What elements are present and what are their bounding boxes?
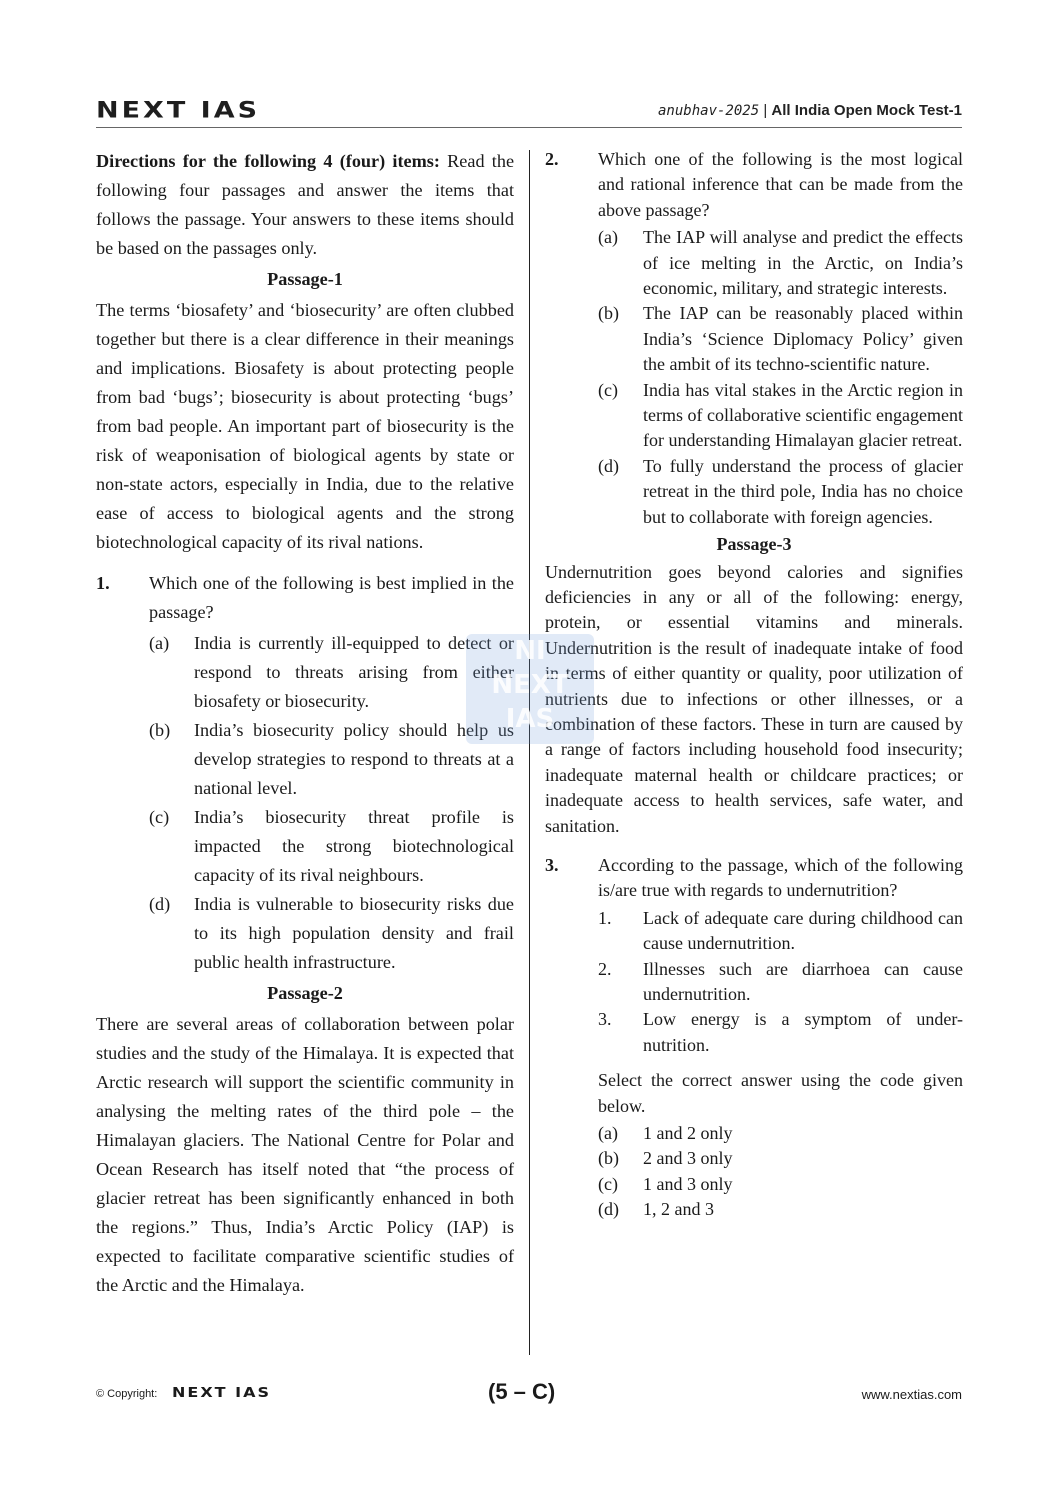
- right-column: [545, 147, 963, 1223]
- option-a[interactable]: (a) India is currently ill-equipped to detect or respond to threats arising from either biosafety or biosecurity.: [149, 633, 514, 711]
- option-b[interactable]: (b) 2 and 3 only: [598, 1148, 733, 1169]
- question-text: According to the passage, which of the following is/are true with regards to undernutrition?: [598, 854, 963, 901]
- directions: [96, 147, 514, 263]
- question-number: 2.: [545, 149, 559, 169]
- question-3: [545, 853, 963, 1223]
- directions-text: Read the following four passages and answer the items that follows the passage. Your answers to these items should be based on the passages only.: [96, 151, 515, 258]
- passage-1-text: The terms ‘biosafety’ and ‘biosecurity’ are often clubbed together but there is a clear difference in their meanings and implications. Biosafety is about protecting people from bad ‘bugs’; biosecurity is about protecting ‘bugs’ from bad people. An important part of biosecurity is the risk of weaponisation of biological agents by state or non-state actors, especially in India, due to the relative ease of access to biological agents and the strong biotechnological capacity of its rival nations.: [96, 300, 514, 552]
- option-c[interactable]: (c) India’s biosecurity threat profile is impacted the strong biotechnological capacity of its rival neighbours.: [149, 807, 514, 885]
- statement-1: 1. Lack of adequate care during childhood can cause undernutrition.: [598, 907, 963, 954]
- question-text: Which one of the following is best implied in the passage?: [149, 573, 514, 622]
- copyright-label: © Copyright:: [96, 1388, 158, 1400]
- page-number: (5 – C): [488, 1379, 556, 1404]
- option-a[interactable]: (a) 1 and 2 only: [598, 1123, 733, 1144]
- passage-3-text: Undernutrition goes beyond calories and signifies deficiencies in any or all of the following: energy, protein, or essential vitamins and minerals. Undernutrition is the result of inadequate intake of food in terms of either quantity or quality, poor utilization of nutrients due to infections or other illnesses, or a combination of these factors. These in turn are caused by a range of factors including household food insecurity; inadequate maternal health or childcare practices; or inadequate access to health services, safe water, and sanitation.: [545, 561, 963, 836]
- question-2-options: [598, 225, 963, 530]
- select-instruction: Select the correct answer using the code given below.: [598, 1070, 963, 1116]
- option-c[interactable]: (c) India has vital stakes in the Arctic region in terms of collaborative scientific engagement for understanding Himalayan glacier retreat.: [598, 379, 963, 451]
- left-column: [96, 147, 514, 1300]
- option-d[interactable]: (d) To fully understand the process of glacier retreat in the third pole, India has no choice but to collaborate with foreign agencies.: [598, 455, 963, 527]
- footer: [96, 1380, 962, 1410]
- watermark-logo: NI NEXT IAS: [466, 634, 594, 744]
- header-divider: [96, 127, 962, 128]
- question-3-statements: [598, 906, 963, 1058]
- brand-logo: NEXT IAS: [96, 98, 261, 124]
- question-text: Which one of the following is the most logical and rational inference that can be made from the above passage?: [598, 149, 963, 220]
- test-name: All India Open Mock Test-1: [771, 102, 962, 119]
- option-c[interactable]: (c) 1 and 3 only: [598, 1173, 733, 1194]
- question-1: [96, 569, 514, 977]
- passage-3-title: Passage-3: [716, 534, 792, 555]
- option-d[interactable]: (d) India is vulnerable to biosecurity risks due to its high population density and frail public health infrastructure.: [149, 894, 514, 972]
- passage-2-text: There are several areas of collaboration between polar studies and the study of the Himalaya. It is expected that Arctic research will support the scientific community in analysing the melting rates of the third pole – the Himalayan glaciers. The National Centre for Polar and Ocean Research has itself noted that “the process of glacier retreat has been significantly enhanced in both the regions.” Thus, India’s Arctic Policy (IAP) is expected to facilitate comparative scientific studies of the Arctic and the Himalaya.: [96, 1014, 514, 1295]
- question-2: [545, 147, 963, 530]
- question-number: 3.: [545, 854, 559, 875]
- question-1-options: [149, 629, 514, 977]
- passage-1-title: Passage-1: [267, 269, 343, 289]
- directions-lead: Directions for the following 4 (four) items:: [96, 151, 440, 171]
- column-divider: [529, 150, 530, 1355]
- option-b[interactable]: (b) India’s biosecurity policy should help us develop strategies to respond to threats at a national level.: [149, 720, 514, 798]
- footer-logo: NEXT IAS: [172, 1384, 271, 1401]
- series-name: anubhav-2025: [658, 103, 760, 119]
- website-link[interactable]: www.nextias.com: [861, 1387, 962, 1402]
- header-separator: |: [763, 102, 768, 119]
- header-test-info: [658, 102, 962, 119]
- passage-2-title: Passage-2: [267, 983, 343, 1003]
- statement-2: 2. Illnesses such are diarrhoea can cause undernutrition.: [598, 958, 963, 1004]
- option-d[interactable]: (d) 1, 2 and 3: [598, 1199, 714, 1220]
- statement-3: 3. Low energy is a symptom of under-nutrition.: [598, 1009, 963, 1055]
- option-a[interactable]: (a) The IAP will analyse and predict the effects of ice melting in the Arctic, on India’s economic, military, and strategic interests.: [598, 227, 963, 299]
- question-number: 1.: [96, 573, 110, 593]
- question-3-options: [598, 1121, 963, 1223]
- option-b[interactable]: (b) The IAP can be reasonably placed within India’s ‘Science Diplomacy Policy’ given the ambit of its techno-scientific nature.: [598, 303, 963, 375]
